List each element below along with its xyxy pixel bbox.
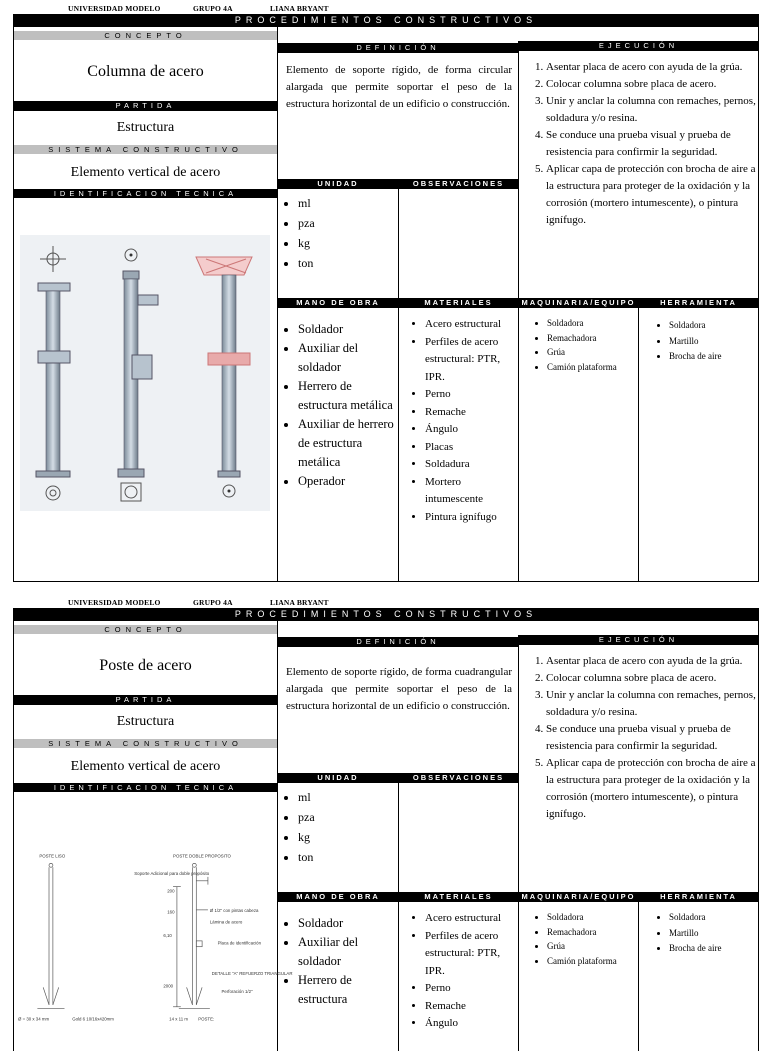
labor-item: • Soldador <box>298 320 398 339</box>
labor-item: • Auxiliar del soldador <box>298 339 398 377</box>
definicion-header: DEFINICIÓN <box>278 637 518 647</box>
execution-steps <box>522 59 758 229</box>
tool-item: • Brocha de aire <box>669 941 759 957</box>
drawing-label: Ø = 30 x 34 mm <box>18 1016 50 1022</box>
step: 2. Colocar columna sobre placa de acero. <box>546 670 758 687</box>
left-column <box>14 621 293 1051</box>
materials-list <box>399 910 519 1033</box>
step: 3. Unir y anclar la columna con remaches, pernos, soldadura y/o resina. <box>546 93 758 127</box>
unidad-header: UNIDAD <box>278 179 398 189</box>
sheet-2 <box>0 594 768 1029</box>
labor-list <box>278 914 398 1009</box>
maquinaria-header: MAQUINARIA/EQUIPO <box>519 892 638 902</box>
ejecucion-header: EJECUCIÓN <box>519 635 758 645</box>
drawing-label: Soporte Adicional para doble propósito <box>134 870 210 876</box>
tool-item: • Soldadora <box>669 318 759 334</box>
step: 1. Asentar placa de acero con ayuda de la grúa. <box>546 59 758 76</box>
drawing-label: Ø 1/2" con pintas cabeza <box>209 907 259 913</box>
unit-item: • pza <box>298 213 398 233</box>
machinery-item: • Camión plataforma <box>547 954 639 969</box>
partida-bar: PARTIDA <box>14 695 277 705</box>
concepto-bar: CONCEPTO <box>14 625 277 634</box>
steel-post-drawing <box>18 849 293 1025</box>
unit-item: • pza <box>298 807 398 827</box>
materiales-header: MATERIALES <box>399 298 518 308</box>
machinery-list <box>519 316 639 374</box>
drawing-label: 14 x 11 m <box>169 1016 188 1022</box>
mano-obra-header: MANO DE OBRA <box>278 892 398 902</box>
concept-title: Columna de acero <box>87 63 204 80</box>
sheet-header <box>0 594 768 608</box>
labor-item: • Auxiliar de herrero de estructura metálica <box>298 415 398 472</box>
material-item: • Perfiles de acero estructural: PTR, IPR. <box>425 928 519 981</box>
partida-value: Estructura <box>116 714 175 729</box>
material-item: • Acero estructural <box>425 316 519 334</box>
step: 4. Se conduce una prueba visual y prueba de resistencia para confirmir la seguridad. <box>546 721 758 755</box>
drawing-label: POSTE LISO <box>39 853 66 859</box>
partida-bar: PARTIDA <box>14 101 277 111</box>
unit-item: • ton <box>298 847 398 867</box>
labor-item: • Herrero de estructura metálica <box>298 377 398 415</box>
system-value: Elemento vertical de acero <box>70 759 221 774</box>
step: 5. Aplicar capa de protección con brocha de aire a la estructura para proteger de la oxidación y la corrosión (mortero intumescente), o pintura ignífugo. <box>546 161 758 229</box>
university-label: UNIVERSIDAD MODELO <box>68 598 161 607</box>
machinery-item: • Remachadora <box>547 925 639 940</box>
tools-list <box>639 318 759 365</box>
definition-text: Elemento de soporte rígido, de forma circular alargada que permite soportar el peso de la estructura horizontal de un edificio o construcción. <box>286 64 512 110</box>
title-bar: PROCEDIMIENTOS CONSTRUCTIVOS <box>13 14 759 26</box>
labor-item: • Herrero de estructura <box>298 971 398 1009</box>
materiales-header: MATERIALES <box>399 892 518 902</box>
herramienta-header: HERRAMIENTA <box>639 298 758 308</box>
sheet-header <box>0 0 768 14</box>
step: 4. Se conduce una prueba visual y prueba de resistencia para confirmir la seguridad. <box>546 127 758 161</box>
unit-item: • ml <box>298 193 398 213</box>
drawing-label: Lámina de acero <box>209 919 243 925</box>
concepto-bar: CONCEPTO <box>14 31 277 40</box>
drawing-label: DETALLE "A" REFUERZO TRIANGULAR <box>211 970 293 976</box>
concept-title: Poste de acero <box>99 657 192 674</box>
partida-value: Estructura <box>116 120 175 135</box>
machinery-list <box>519 910 639 968</box>
sheet-box <box>13 620 759 1051</box>
drawing-label: 200 <box>167 888 175 894</box>
sheet-box <box>13 26 759 582</box>
observaciones-header: OBSERVACIONES <box>399 773 518 783</box>
observaciones-header: OBSERVACIONES <box>399 179 518 189</box>
drawing-label: Gold 6 10/16x420mm <box>72 1016 114 1022</box>
drawing-label: Perforación 1/2" <box>221 989 253 995</box>
machinery-item: • Grúa <box>547 345 639 360</box>
group-label: GRUPO 4A <box>193 598 233 607</box>
material-item: • Pintura ignífugo <box>425 509 519 527</box>
machinery-item: • Remachadora <box>547 331 639 346</box>
step: 3. Unir y anclar la columna con remaches, pernos, soldadura y/o resina. <box>546 687 758 721</box>
definicion-header: DEFINICIÓN <box>278 43 518 53</box>
unit-item: • ml <box>298 787 398 807</box>
unidad-header: UNIDAD <box>278 773 398 783</box>
drawing-label: Placa de identificación <box>217 940 262 946</box>
labor-item: • Operador <box>298 472 398 491</box>
identificacion-bar: IDENTIFICACION TECNICA <box>14 783 277 792</box>
sistema-bar: SISTEMA CONSTRUCTIVO <box>14 739 277 748</box>
definition-text: Elemento de soporte rígido, de forma cuadrangular alargada que permite soportar el peso de la estructura horizontal de un edificio o construcción. <box>286 666 512 712</box>
tool-item: • Soldadora <box>669 910 759 926</box>
units-list <box>278 787 398 867</box>
sistema-bar: SISTEMA CONSTRUCTIVO <box>14 145 277 154</box>
step: 2. Colocar columna sobre placa de acero. <box>546 76 758 93</box>
machinery-item: • Camión plataforma <box>547 360 639 375</box>
title-bar: PROCEDIMIENTOS CONSTRUCTIVOS <box>13 608 759 620</box>
drawing-label: POSTE: <box>198 1016 215 1022</box>
labor-list <box>278 320 398 491</box>
system-value: Elemento vertical de acero <box>70 165 221 180</box>
material-item: • Remache <box>425 998 519 1016</box>
group-label: GRUPO 4A <box>193 4 233 13</box>
mano-obra-header: MANO DE OBRA <box>278 298 398 308</box>
material-item: • Remache <box>425 404 519 422</box>
herramienta-header: HERRAMIENTA <box>639 892 758 902</box>
drawing-label: POSTE DOBLE PROPOSITO <box>173 853 231 859</box>
material-item: • Perfiles de acero estructural: PTR, IPR. <box>425 334 519 387</box>
identificacion-bar: IDENTIFICACION TECNICA <box>14 189 277 198</box>
machinery-item: • Soldadora <box>547 316 639 331</box>
unit-item: • kg <box>298 827 398 847</box>
tool-item: • Martillo <box>669 334 759 350</box>
unit-item: • kg <box>298 233 398 253</box>
labor-item: • Auxiliar del soldador <box>298 933 398 971</box>
left-column <box>14 27 278 581</box>
author-label: LIANA BRYANT <box>270 4 329 13</box>
units-list <box>278 193 398 273</box>
ejecucion-header: EJECUCIÓN <box>519 41 758 51</box>
material-item: • Perno <box>425 980 519 998</box>
materials-list <box>399 316 519 526</box>
machinery-item: • Soldadora <box>547 910 639 925</box>
drawing-label: 2000 <box>163 983 174 989</box>
material-item: • Soldadura <box>425 456 519 474</box>
material-item: • Ángulo <box>425 1015 519 1033</box>
step: 5. Aplicar capa de protección con brocha de aire a la estructura para proteger de la oxidación y la corrosión (mortero intumescente), o pintura ignífugo. <box>546 755 758 823</box>
maquinaria-header: MAQUINARIA/EQUIPO <box>519 298 638 308</box>
material-item: • Placas <box>425 439 519 457</box>
tool-item: • Martillo <box>669 926 759 942</box>
tool-item: • Brocha de aire <box>669 349 759 365</box>
machinery-item: • Grúa <box>547 939 639 954</box>
drawing-label: 160 <box>167 909 175 915</box>
material-item: • Ángulo <box>425 421 519 439</box>
material-item: • Mortero intumescente <box>425 474 519 509</box>
execution-steps <box>522 653 758 823</box>
university-label: UNIVERSIDAD MODELO <box>68 4 161 13</box>
steel-column-illustration <box>20 235 270 511</box>
material-item: • Acero estructural <box>425 910 519 928</box>
drawing-label: 6,10 <box>163 933 172 938</box>
author-label: LIANA BRYANT <box>270 598 329 607</box>
material-item: • Perno <box>425 386 519 404</box>
labor-item: • Soldador <box>298 914 398 933</box>
tools-list <box>639 910 759 957</box>
step: 1. Asentar placa de acero con ayuda de la grúa. <box>546 653 758 670</box>
unit-item: • ton <box>298 253 398 273</box>
